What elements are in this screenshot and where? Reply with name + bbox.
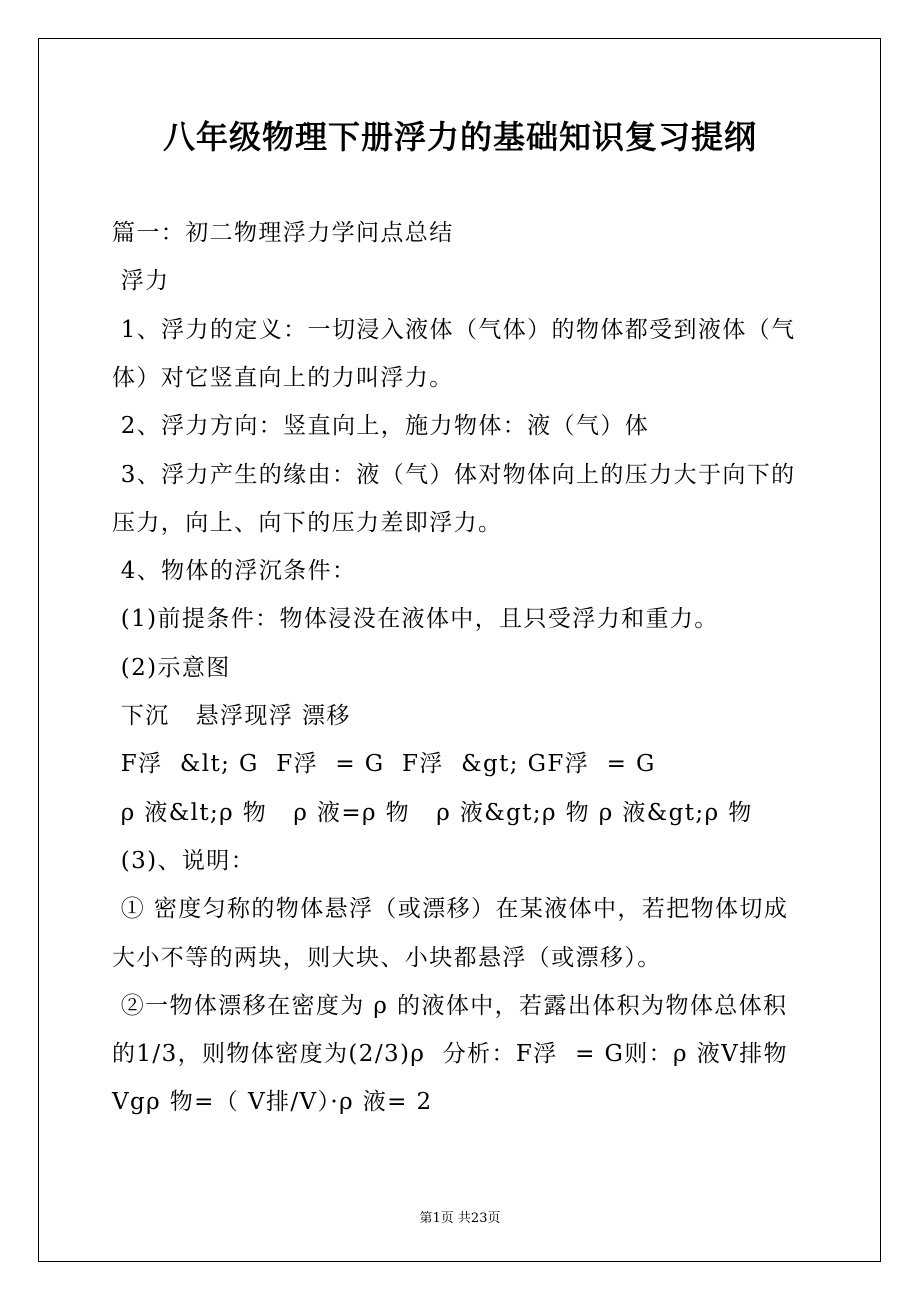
text-line: 体）对它竖直向上的力叫浮力。: [112, 364, 454, 391]
text-line: ②一物体漂移在密度为 ρ 的液体中，若露出体积为物体总体积: [112, 992, 788, 1019]
text-line: Vgρ 物=（ V排/V）·ρ 液= 2: [112, 1089, 433, 1116]
text-line: 浮力: [112, 268, 170, 295]
text-line: 篇一：初二物理浮力学问点总结: [112, 220, 454, 246]
text-line: 的1/3，则物体密度为(2/3)ρ 分析：F浮 = G则：ρ 液V排物: [112, 1041, 788, 1068]
text-line: 下沉 悬浮现浮 漂移: [112, 703, 351, 729]
text-line: 4、物体的浮沉条件：: [112, 558, 357, 585]
text-line: 大小不等的两块，则大块、小块都悬浮（或漂移）。: [112, 944, 662, 971]
text-line: ① 密度匀称的物体悬浮（或漂移）在某液体中，若把物体切成: [112, 896, 789, 923]
text-line: 压力，向上、向下的压力差即浮力。: [112, 509, 503, 536]
text-line: 1、浮力的定义：一切浸入液体（气体）的物体都受到液体（气: [112, 316, 796, 343]
text-line: F浮 &lt; G F浮 = G F浮 &gt; GF浮 = G: [112, 751, 656, 778]
text-line: ρ 液&lt;ρ 物 ρ 液=ρ 物 ρ 液&gt;ρ 物 ρ 液&gt;ρ 物: [112, 799, 753, 826]
document-title: 八年级物理下册浮力的基础知识复习提纲: [162, 118, 757, 156]
page-number: 第1页 共23页: [419, 1211, 501, 1226]
text-line: (2)示意图: [112, 654, 231, 681]
text-line: (1)前提条件：物体浸没在液体中，且只受浮力和重力。: [112, 606, 719, 633]
text-line: 3、浮力产生的缘由：液（气）体对物体向上的压力大于向下的: [112, 461, 796, 488]
text-line: (3)、说明：: [112, 847, 256, 874]
text-line: 2、浮力方向：竖直向上，施力物体：液（气）体: [112, 413, 650, 440]
